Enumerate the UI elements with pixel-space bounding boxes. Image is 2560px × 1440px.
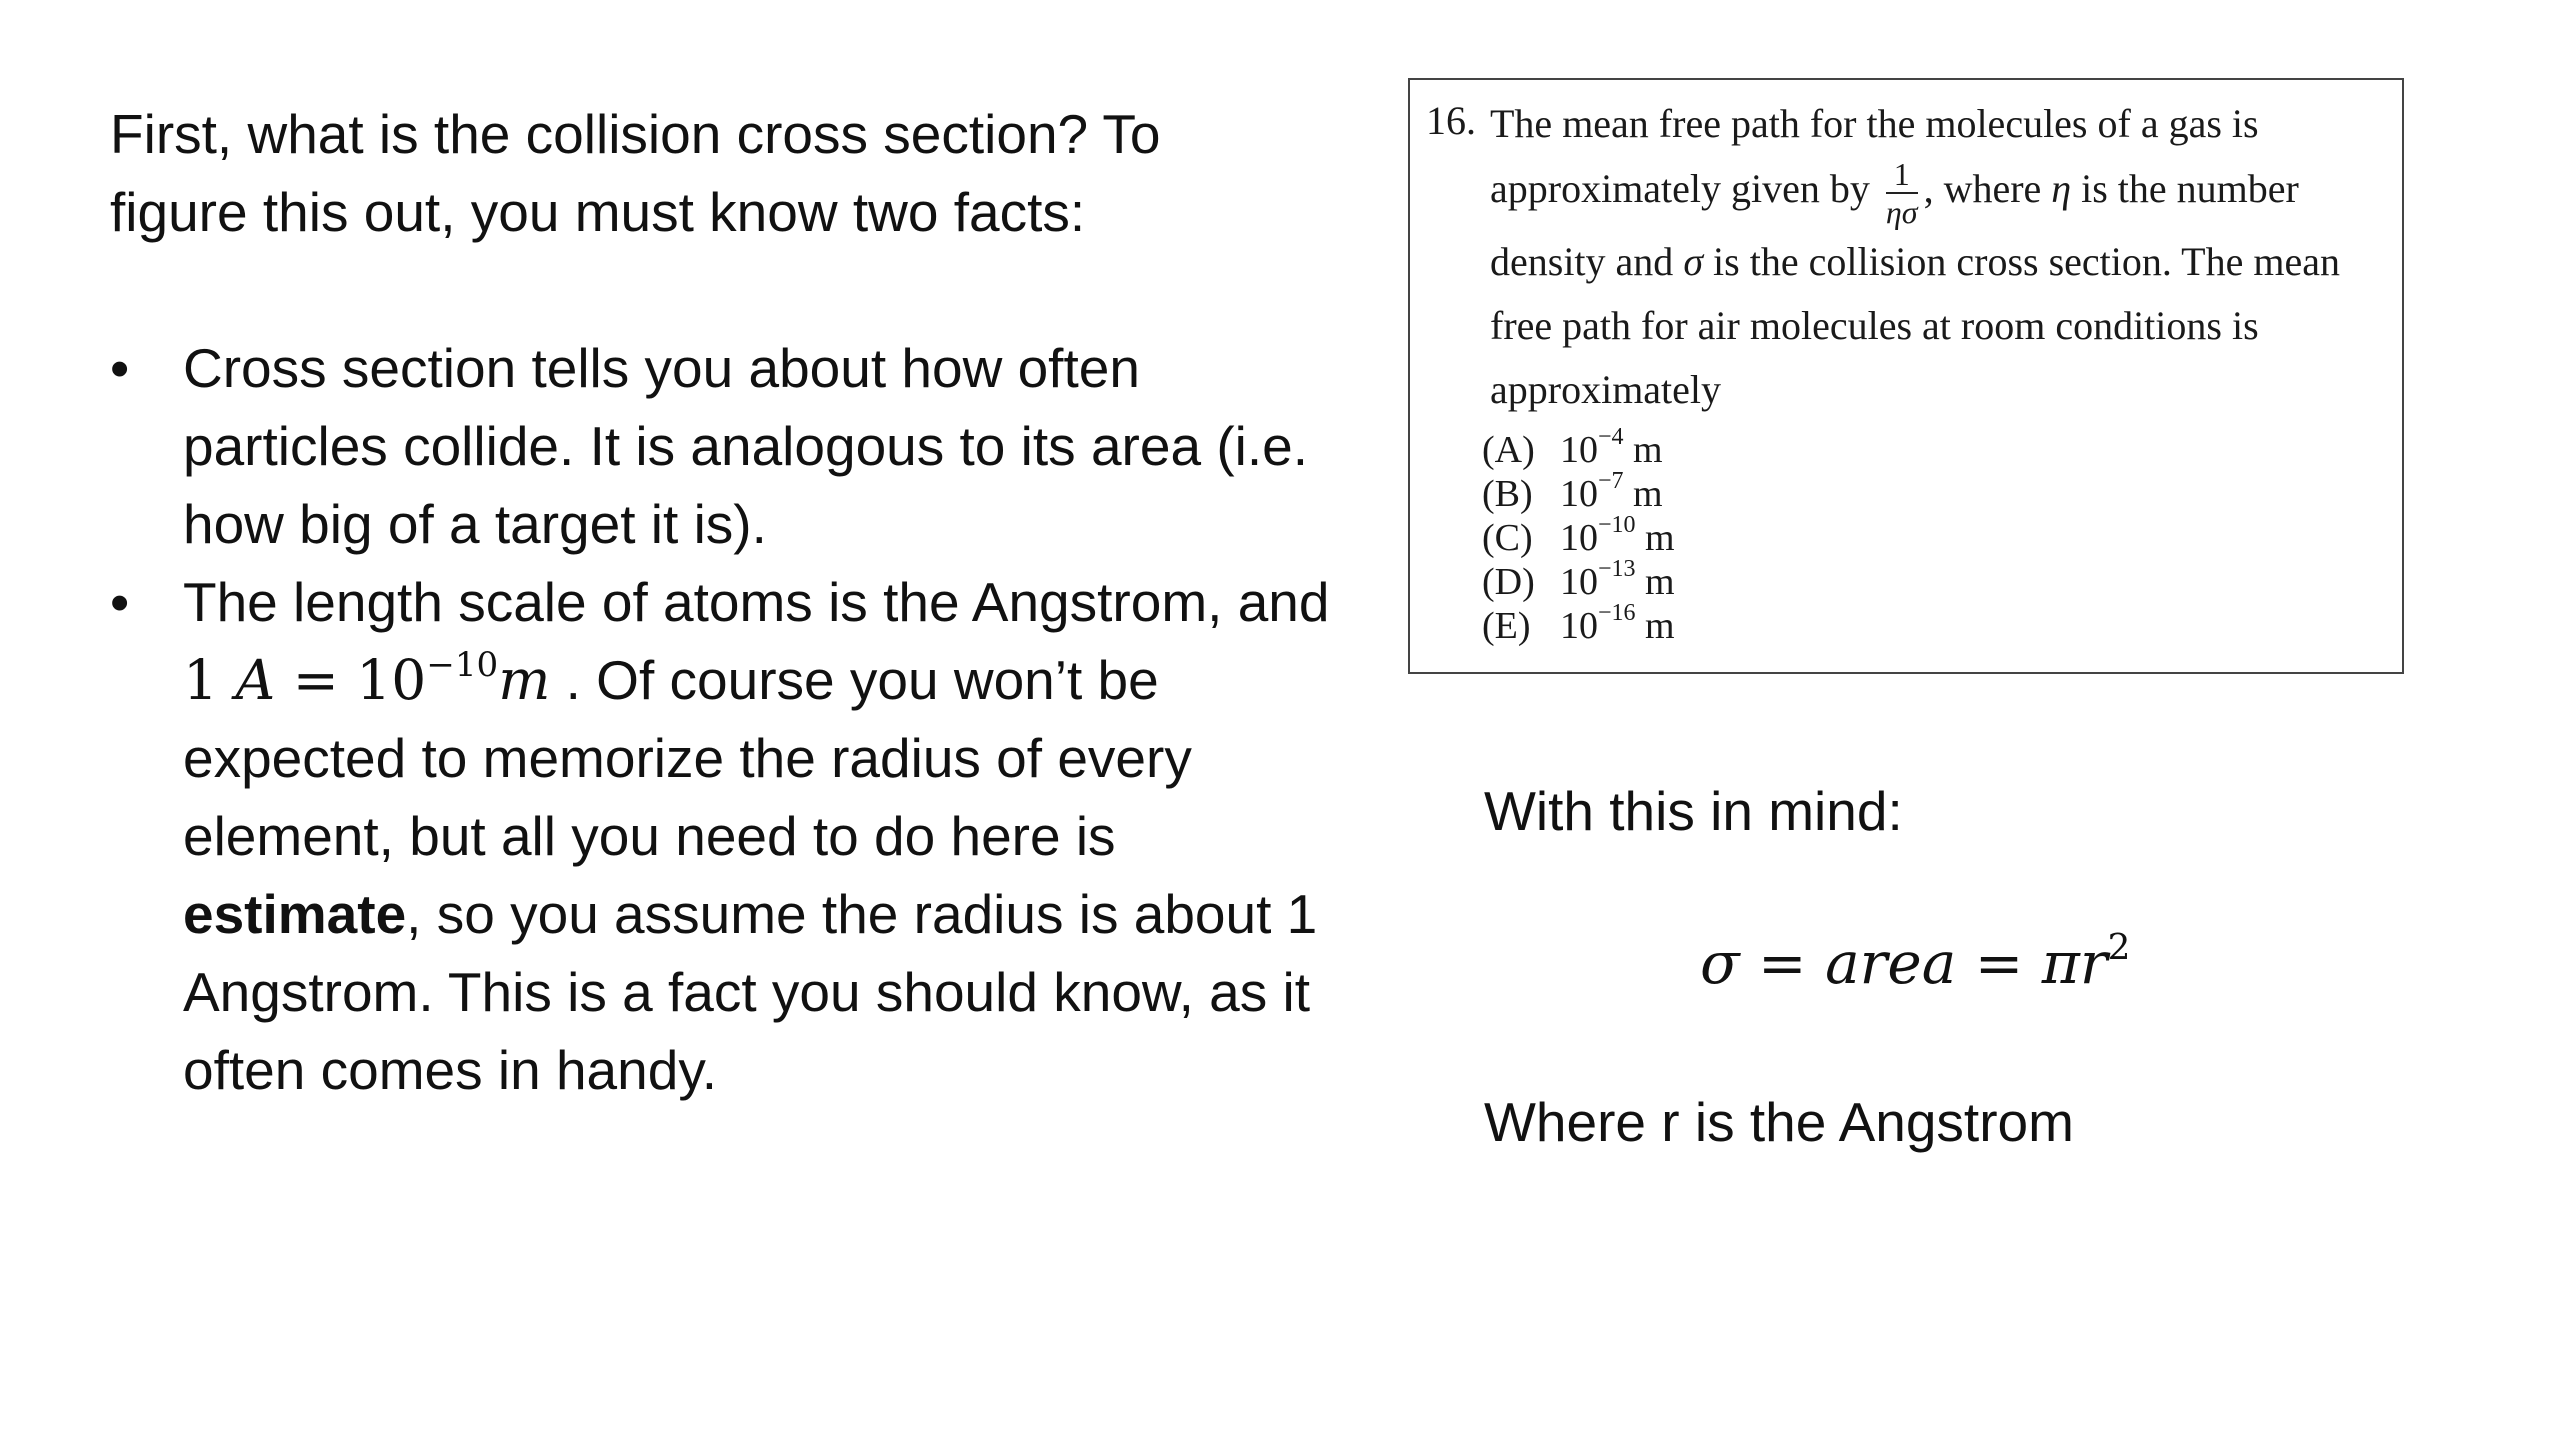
eq-exponent: 2 (2107, 927, 2131, 969)
angstrom-eq-exponent: −10 (426, 645, 499, 686)
choice-b (1482, 468, 1675, 516)
choice-base: 10 (1560, 517, 1598, 559)
choice-unit: m (1645, 605, 1675, 647)
choice-label: (E) (1482, 605, 1531, 647)
eta-symbol: η (2051, 166, 2072, 212)
choice-exponent: −4 (1598, 424, 1624, 451)
choice-exponent: −16 (1598, 600, 1636, 627)
choice-label: (D) (1482, 561, 1535, 603)
choice-base: 10 (1560, 561, 1598, 603)
choice-label: (A) (1482, 429, 1535, 471)
left-column (110, 95, 1350, 1109)
angstrom-eq-unit: m (498, 648, 551, 712)
estimate-emphasis: estimate (183, 883, 407, 945)
eq-sigma: σ (1700, 929, 1740, 997)
with-this-in-mind: With this in mind: (1484, 780, 1903, 842)
question-text-a: The mean free path for the molecules of a gas is approximately given by (1490, 101, 2259, 212)
eq-equals-2: = (1956, 929, 2042, 997)
mean-free-path-fraction (1886, 156, 1918, 230)
fact-angstrom-middle: . Of course you won’t be expected to memorize the radius of every element, but all you need to do here is (183, 649, 1192, 867)
choice-label: (B) (1482, 473, 1533, 515)
choice-unit: m (1645, 561, 1675, 603)
choice-a (1482, 424, 1675, 472)
angstrom-eq-equals: = 10 (275, 648, 427, 712)
question-number: 16. (1426, 98, 1476, 143)
facts-list (110, 329, 1350, 1109)
question-box (1408, 78, 2404, 674)
fact-cross-section-text: Cross section tells you about how often particles collide. It is analogous to its area (i.e. how big of a target it is). (183, 337, 1309, 555)
intro-line-2: figure this out, you must know two facts: (110, 181, 1086, 243)
where-r-note: Where r is the Angstrom (1484, 1091, 2074, 1153)
answer-choices (1482, 424, 1675, 648)
choice-exponent: −13 (1598, 556, 1636, 583)
angstrom-eq-lead: 1 (183, 648, 236, 712)
angstrom-eq-symbol: A (235, 648, 276, 712)
sigma-symbol: σ (1683, 239, 1704, 284)
angstrom-equation (183, 645, 551, 712)
bullet-icon (110, 563, 124, 641)
eq-area: area (1825, 929, 1957, 997)
choice-base: 10 (1560, 473, 1598, 515)
question-text (1490, 92, 2390, 422)
intro-line-1: First, what is the collision cross section? To (110, 103, 1161, 165)
choice-base: 10 (1560, 429, 1598, 471)
fact-angstrom-intro: The length scale of atoms is the Angstrom, and (183, 571, 1330, 633)
question-text-d: is the collision cross section. The mean free path for air molecules at room conditions is approximately (1490, 239, 2340, 412)
fraction-numerator: 1 (1886, 156, 1918, 194)
choice-d (1482, 556, 1675, 604)
eq-equals-1: = (1739, 929, 1826, 997)
choice-unit: m (1633, 473, 1663, 515)
fact-cross-section (110, 329, 1350, 563)
intro-paragraph (110, 95, 1350, 251)
choice-exponent: −10 (1598, 512, 1636, 539)
choice-unit: m (1645, 517, 1675, 559)
fact-angstrom-end: , so you assume the radius is about 1 Angstrom. This is a fact you should know, as it often comes in handy. (183, 883, 1318, 1101)
choice-exponent: −7 (1598, 468, 1624, 495)
choice-base: 10 (1560, 605, 1598, 647)
fact-angstrom (110, 563, 1350, 1109)
choice-c (1482, 512, 1675, 560)
choice-unit: m (1633, 429, 1663, 471)
fraction-denominator: ησ (1885, 194, 1918, 230)
cross-section-equation (1700, 928, 2131, 998)
question-text-b: , where (1923, 166, 2042, 212)
bullet-icon (110, 329, 124, 407)
choice-label: (C) (1482, 517, 1533, 559)
eq-pi: π (2041, 929, 2080, 997)
eq-r: r (2079, 929, 2108, 997)
question-text-c: is the number density and (1490, 166, 2299, 284)
choice-e (1482, 600, 1675, 648)
